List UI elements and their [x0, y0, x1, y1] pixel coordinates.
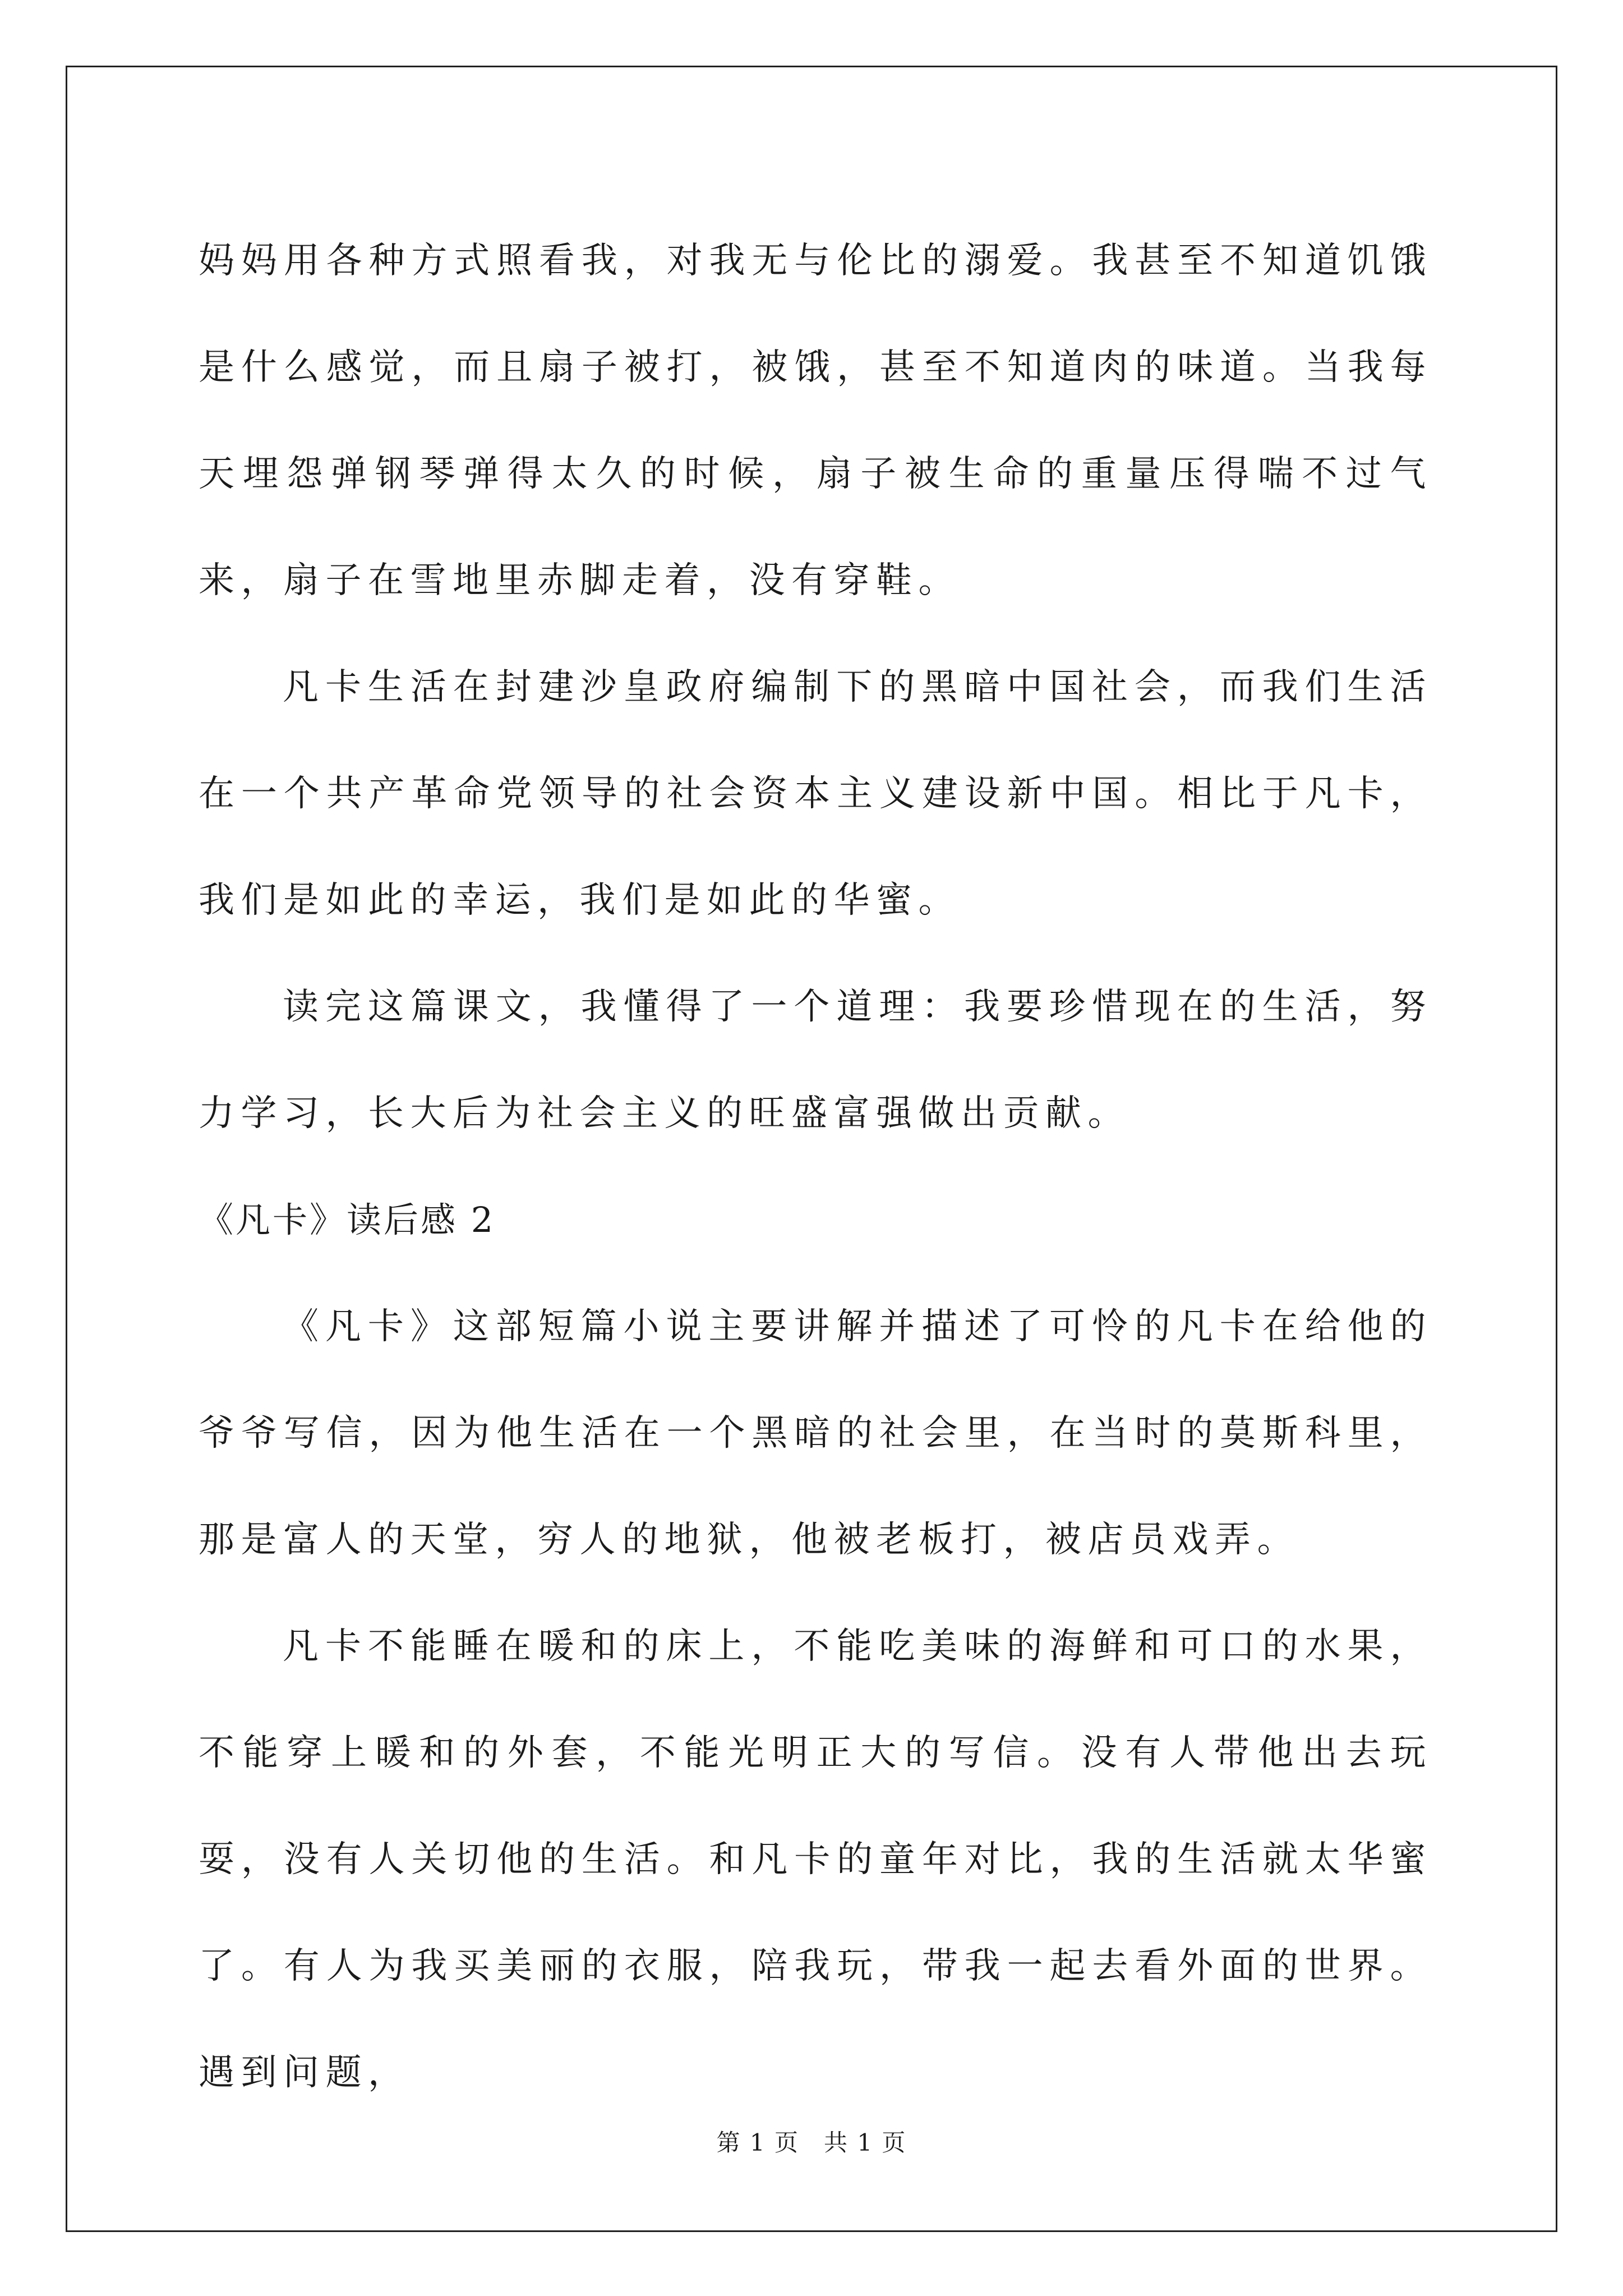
section-heading: 《凡卡》读后感 2 — [199, 1199, 496, 1240]
paragraph-1: 妈妈用各种方式照看我，对我无与伦比的溺爱。我甚至不知道饥饿是什么感觉，而且扇子被打，被饿，甚至不知道肉的味道。当我每天埋怨弹钢琴弹得太久的时候，扇子被生命的重量压得喘不过气来，扇子在雪地里赤脚走着，没有穿鞋。 — [199, 240, 1432, 601]
paragraph-5: 凡卡不能睡在暖和的床上，不能吃美味的海鲜和可口的水果，不能穿上暖和的外套，不能光明正大的写信。没有人带他出去玩耍，没有人关切他的生活。和凡卡的童年对比，我的生活就太华蜜了。有人为我买美丽的衣服，陪我玩，带我一起去看外面的世界。遇到问题， — [199, 1626, 1432, 2093]
paragraph-4: 《凡卡》这部短篇小说主要讲解并描述了可怜的凡卡在给他的爷爷写信，因为他生活在一个黑暗的社会里，在当时的莫斯科里，那是富人的天堂，穷人的地狱，他被老板打，被店员戏弄。 — [199, 1306, 1432, 1561]
paragraph-3: 读完这篇课文，我懂得了一个道理：我要珍惜现在的生活，努力学习，长大后为社会主义的旺盛富强做出贡献。 — [199, 986, 1432, 1134]
document-body — [199, 208, 1432, 2126]
page-number-footer: 第 1 页 共 1 页 — [716, 2129, 907, 2156]
paragraph-2: 凡卡生活在封建沙皇政府编制下的黑暗中国社会，而我们生活在一个共产革命党领导的社会资本主义建设新中国。相比于凡卡，我们是如此的幸运，我们是如此的华蜜。 — [199, 666, 1432, 921]
